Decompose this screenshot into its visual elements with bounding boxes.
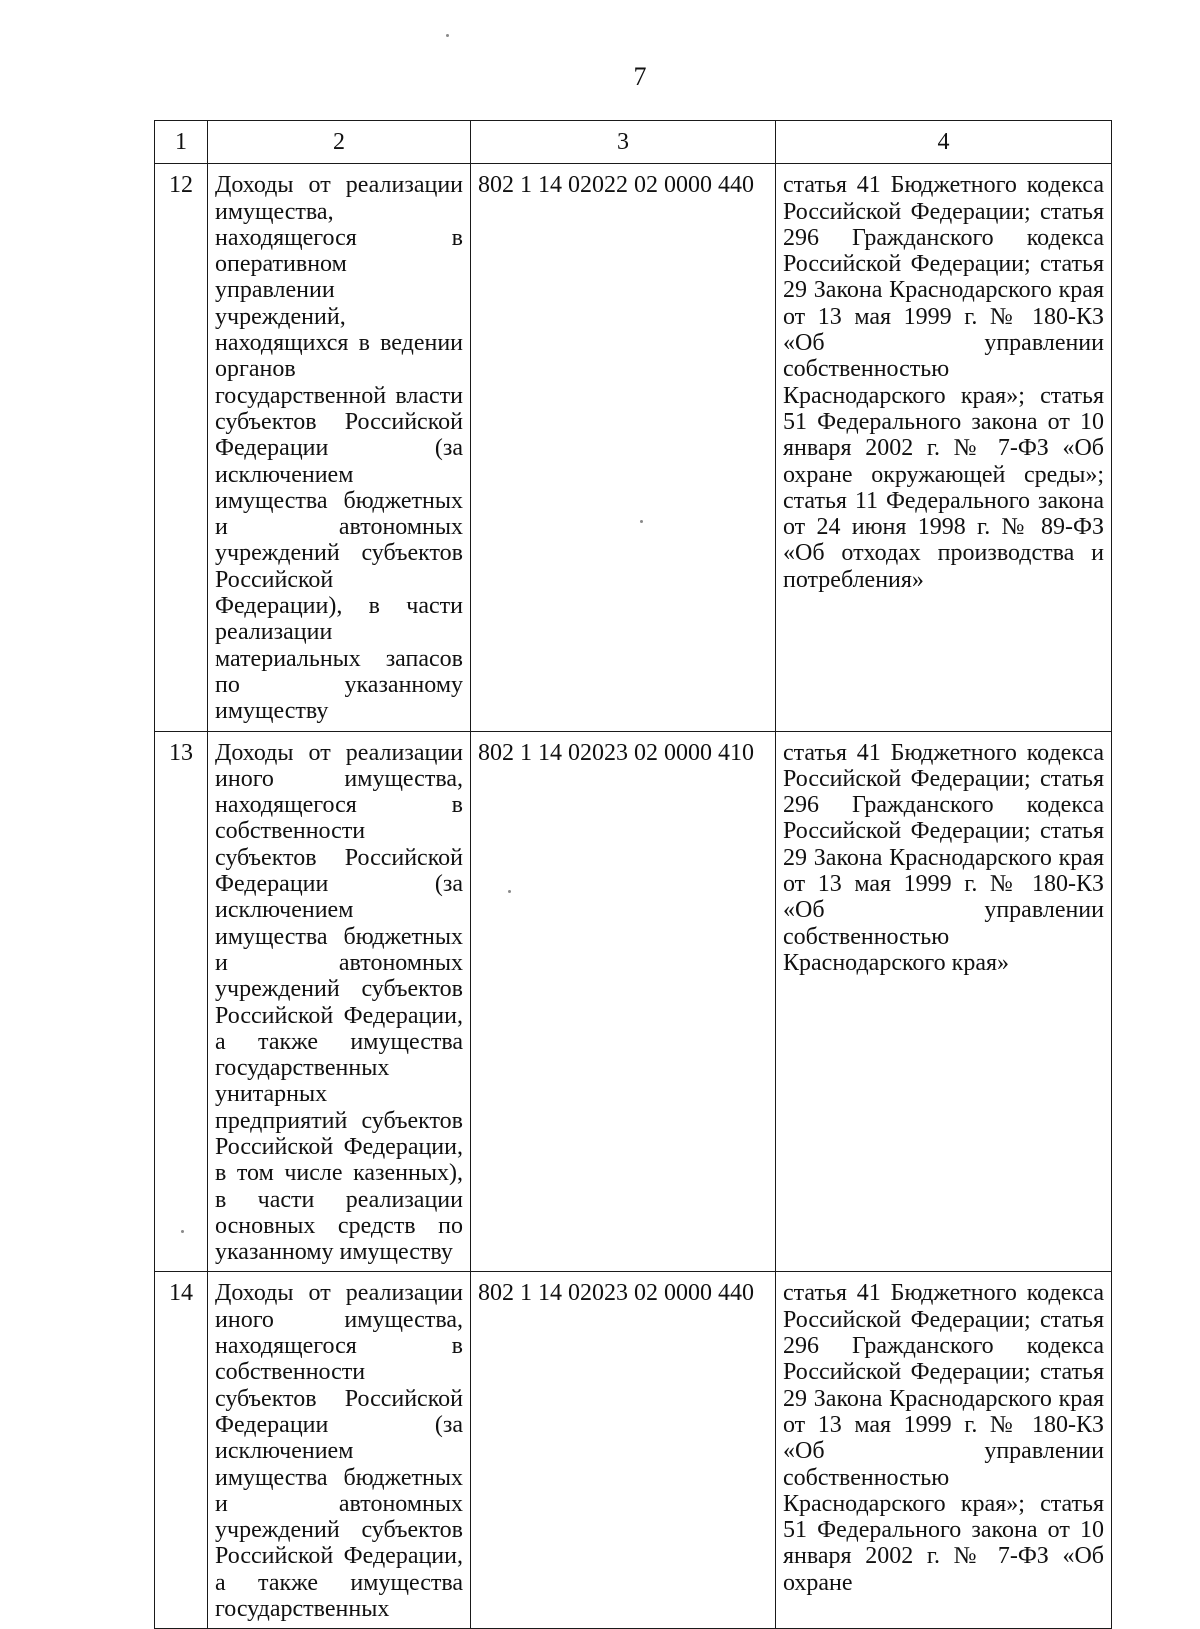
revenue-table: [154, 120, 1112, 1629]
column-header: 4: [776, 121, 1112, 164]
budget-code: 802 1 14 02023 02 0000 440: [471, 1272, 776, 1629]
table-header-row: [155, 121, 1112, 164]
legal-basis: статья 41 Бюджетного кодекса Российской Федерации; статья 296 Гражданского кодекса Российской Федерации; статья 29 Закона Краснодарского края от 13 мая 1999 г. № 180-КЗ «Об управлении собственностью Краснодарского края»: [776, 731, 1112, 1272]
scan-speck: [640, 520, 643, 523]
row-number: 13: [155, 731, 208, 1272]
row-number: 14: [155, 1272, 208, 1629]
table-row: [155, 164, 1112, 731]
legal-basis: статья 41 Бюджетного кодекса Российской Федерации; статья 296 Гражданского кодекса Российской Федерации; статья 29 Закона Краснодарского края от 13 мая 1999 г. № 180-КЗ «Об управлении собственностью Краснодарского края»; статья 51 Федерального закона от 10 января 2002 г. № 7-ФЗ «Об охране: [776, 1272, 1112, 1629]
scan-speck: [181, 1230, 184, 1233]
budget-code: 802 1 14 02023 02 0000 410: [471, 731, 776, 1272]
scan-speck: [508, 890, 511, 893]
table-row: [155, 1272, 1112, 1629]
column-header: 3: [471, 121, 776, 164]
row-number: 12: [155, 164, 208, 731]
revenue-name: Доходы от реализации иного имущества, находящегося в собственности субъектов Российской Федерации (за исключением имущества бюджетных и автономных учреждений субъектов Российской Федерации, а также имущества государственных унитарных предприятий субъектов Российской Федерации, в том числе казенных), в части реализации основных средств по указанному имуществу: [208, 731, 471, 1272]
page-number: 7: [633, 62, 647, 91]
revenue-name: Доходы от реализации иного имущества, находящегося в собственности субъектов Российской Федерации (за исключением имущества бюджетных и автономных учреждений субъектов Российской Федерации, а также имущества государственных: [208, 1272, 471, 1629]
legal-basis: статья 41 Бюджетного кодекса Российской Федерации; статья 296 Гражданского кодекса Российской Федерации; статья 29 Закона Краснодарского края от 13 мая 1999 г. № 180-КЗ «Об управлении собственностью Краснодарского края»; статья 51 Федерального закона от 10 января 2002 г. № 7-ФЗ «Об охране окружающей среды»; статья 11 Федерального закона от 24 июня 1998 г. № 89-ФЗ «Об отходах производства и потребления»: [776, 164, 1112, 731]
scan-speck: [446, 34, 449, 37]
revenue-name: Доходы от реализации имущества, находящегося в оперативном управлении учреждений, находящихся в ведении органов государственной власти субъектов Российской Федерации (за исключением имущества бюджетных и автономных учреждений субъектов Российской Федерации), в части реализации материальных запасов по указанному имуществу: [208, 164, 471, 731]
column-header: 2: [208, 121, 471, 164]
column-header: 1: [155, 121, 208, 164]
table-row: [155, 731, 1112, 1272]
budget-code: 802 1 14 02022 02 0000 440: [471, 164, 776, 731]
